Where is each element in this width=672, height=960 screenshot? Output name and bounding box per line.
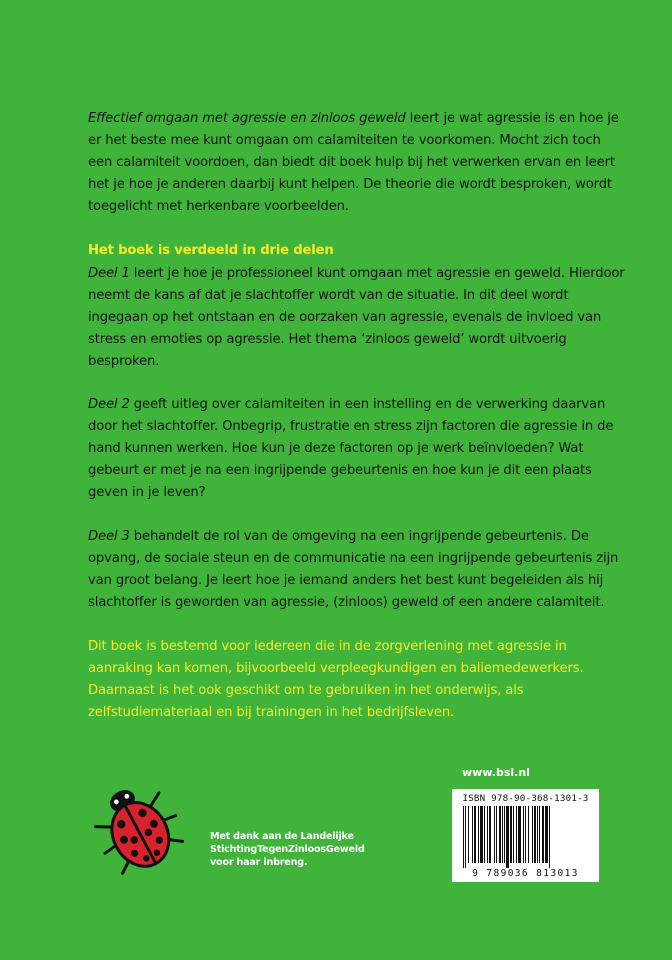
barcode-bar bbox=[523, 806, 524, 863]
part-1-label: Deel 1 bbox=[88, 265, 130, 281]
acknowledgement bbox=[210, 830, 410, 869]
barcode-bar bbox=[487, 806, 488, 863]
audience-paragraph: Dit boek is bestemd voor iedereen die in de zorgverlening met agressie in aanraking kan komen, bijvoorbeeld verpleegkundigen en baliemedewerkers. Daarnaast is het ook geschikt om te gebruiken in het onderwijs, als zelfstudiemateriaal en bij trainingen in het bedrijfsleven. bbox=[88, 638, 584, 721]
part-3-text: behandelt de rol van de omgeving na een ingrijpende gebeurtenis. De opvang, de sociale steun en de communicatie na een ingrijpende gebeurtenis zijn van groot belang. Je leert hoe je iemand anders het best kunt begeleiden als hij slachtoffer is geworden van agressie, (zinloos) geweld of een andere calamiteit. bbox=[88, 528, 619, 610]
acknowledgement-line-1: Met dank aan de Landelijke bbox=[210, 831, 354, 842]
barcode-bar bbox=[532, 806, 533, 863]
barcode-bar bbox=[499, 806, 501, 863]
barcode-bar bbox=[534, 806, 536, 863]
part-3-paragraph bbox=[88, 526, 628, 614]
barcode-bar bbox=[480, 806, 483, 863]
barcode-bar bbox=[468, 806, 469, 863]
barcode-bar bbox=[510, 806, 512, 863]
intro-paragraph bbox=[88, 108, 628, 218]
barcode-bar bbox=[502, 806, 503, 863]
barcode-bar bbox=[518, 806, 521, 863]
barcode-icon bbox=[462, 806, 589, 868]
back-cover-text bbox=[88, 108, 628, 724]
barcode-bar bbox=[513, 806, 514, 863]
acknowledgement-line-3: voor haar inbreng. bbox=[210, 857, 308, 868]
intro-text: leert je wat agressie is en hoe je er het beste mee kunt omgaan om calamiteiten te voorkomen. Mocht zich toch een calamiteit voordoen, dan biedt dit boek hulp bij het verwerken ervan en leert het je hoe je anderen daarbij kunt helpen. De theorie die wordt besproken, wordt toegelicht met herkenbare voorbeelden. bbox=[88, 111, 619, 215]
barcode-bar bbox=[516, 806, 517, 863]
barcode-digits: 9 789036 813013 bbox=[472, 868, 579, 879]
barcode-bar bbox=[484, 806, 485, 863]
barcode-bar bbox=[545, 806, 548, 863]
barcode-bar bbox=[504, 806, 505, 863]
barcode-bar bbox=[525, 806, 526, 863]
part-2-text: geeft uitleg over calamiteiten in een instelling en de verwerking daarvan door het slachtoffer. Onbegrip, frustratie en stress zijn factoren die agressie in de hand kunnen werken. Hoe kun je deze factoren op je werk beïnvloeden? Wat gebeurt er met je na een ingrijpende gebeurtenis en hoe kun je dit een plaats geven in je leven? bbox=[88, 397, 614, 501]
barcode-bar bbox=[528, 806, 529, 863]
isbn-label: ISBN 978-90-368-1301-3 bbox=[462, 793, 589, 804]
barcode-bar bbox=[478, 806, 479, 863]
publisher-website: www.bsl.nl bbox=[462, 766, 530, 779]
part-2-label: Deel 2 bbox=[88, 397, 130, 413]
barcode-bar bbox=[496, 806, 497, 863]
barcode-bar bbox=[489, 806, 491, 863]
book-title: Effectief omgaan met agressie en zinloos geweld bbox=[88, 111, 406, 126]
part-1-text: leert je hoe je professioneel kunt omgaan met agressie en geweld. Hierdoor neemt de kans af dat je slachtoffer wordt van de situatie. In dit deel wordt ingegaan op het ontstaan en de oorzaken van agressie, evenals de invloed van stress en emoties op agressie. Het thema ‘zinloos geweld’ wordt uitvoerig besproken. bbox=[88, 265, 625, 369]
parts-heading: Het boek is verdeeld in drie delen bbox=[88, 243, 334, 259]
barcode-bar bbox=[494, 806, 495, 863]
part-3-label: Deel 3 bbox=[88, 528, 130, 544]
barcode-bar bbox=[537, 806, 538, 863]
barcode-bar bbox=[465, 806, 466, 868]
barcode-bar bbox=[472, 806, 473, 863]
ladybug-icon bbox=[86, 775, 186, 880]
part-2-paragraph bbox=[88, 394, 628, 504]
barcode-bar bbox=[539, 806, 540, 863]
barcode-bar bbox=[549, 806, 550, 868]
barcode-bar bbox=[506, 806, 509, 868]
isbn-barcode bbox=[452, 789, 599, 882]
barcode-bar bbox=[463, 806, 464, 868]
barcode-bar bbox=[474, 806, 476, 863]
acknowledgement-line-2: StichtingTegenZinloosGeweld bbox=[210, 844, 365, 855]
part-1-paragraph bbox=[88, 263, 628, 373]
barcode-bar bbox=[542, 806, 544, 863]
